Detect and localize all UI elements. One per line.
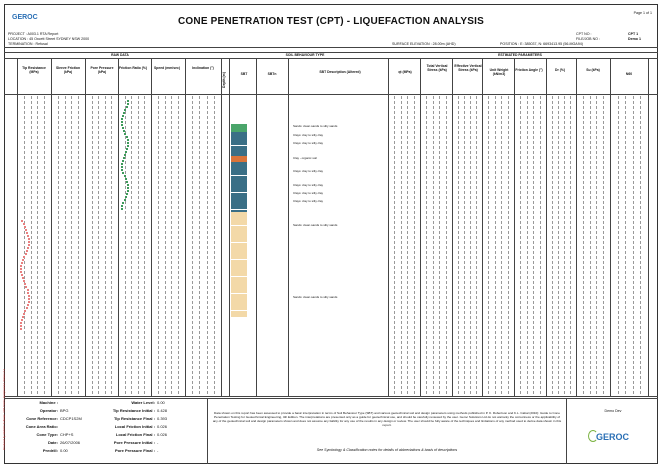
grid-line bbox=[439, 96, 440, 394]
grid-line bbox=[207, 96, 208, 394]
col-n60: N60 bbox=[625, 72, 633, 76]
grid-line bbox=[125, 96, 126, 394]
operator-value: BPG bbox=[60, 408, 69, 413]
trace-point bbox=[28, 244, 30, 246]
grid-line bbox=[603, 96, 604, 394]
grid-line bbox=[640, 96, 641, 394]
column-divider bbox=[576, 58, 577, 396]
grid-line bbox=[552, 96, 553, 394]
water-level-label: Water Level: bbox=[131, 400, 155, 405]
trace-point bbox=[121, 166, 123, 168]
trace-point bbox=[124, 109, 126, 111]
grid-line bbox=[144, 96, 145, 394]
pore-pressure-final-value: - bbox=[157, 448, 159, 453]
grid-line bbox=[633, 96, 634, 394]
footer-col-divider bbox=[207, 398, 208, 464]
sbt-desc: Clays: clay to silty clay bbox=[293, 199, 324, 203]
pore-pressure-initial-value: - bbox=[157, 440, 159, 445]
trace-point bbox=[125, 151, 127, 153]
trace-point bbox=[27, 292, 29, 294]
trace-point bbox=[21, 220, 23, 222]
trace-point bbox=[20, 265, 22, 267]
col-pore: Pore Pressure (kPa) bbox=[90, 66, 114, 74]
col-qt: qt (MPa) bbox=[398, 70, 412, 74]
trace-point bbox=[28, 295, 30, 297]
footer-logo: GEROC bbox=[596, 432, 630, 442]
grid-line bbox=[501, 96, 502, 394]
trace-point bbox=[24, 226, 26, 228]
cone-area-label: Cone Area Ratio: bbox=[25, 424, 58, 429]
trace-point bbox=[122, 115, 124, 117]
operator-label: Operator: bbox=[39, 408, 58, 413]
grid-line bbox=[533, 96, 534, 394]
trace-point bbox=[127, 190, 129, 192]
col-su: Su (kPa) bbox=[586, 68, 600, 72]
col-depth: Depth (m) bbox=[222, 72, 226, 88]
location-line: LOCATION : 45 Oxcett Street SYDNEY NSW 2000 bbox=[8, 37, 90, 41]
trace-point bbox=[126, 106, 128, 108]
trace-point bbox=[21, 274, 23, 276]
tip-final-value: 0.393 bbox=[157, 416, 168, 421]
project-line: PROJECT : A003.1 RTA Report bbox=[8, 32, 59, 36]
grid-line bbox=[596, 96, 597, 394]
trace-point bbox=[26, 232, 28, 234]
column-divider bbox=[51, 58, 52, 396]
trace-point bbox=[124, 175, 126, 177]
cpt-no-label: CPT NO : bbox=[576, 32, 592, 36]
grid-line bbox=[464, 96, 465, 394]
grid-line bbox=[625, 96, 626, 394]
trace-point bbox=[124, 154, 126, 156]
trace-point bbox=[22, 277, 24, 279]
local-friction-final-label: Local Friction Final : bbox=[115, 432, 155, 437]
trace-point bbox=[121, 121, 123, 123]
trace-point bbox=[123, 157, 125, 159]
trace-point bbox=[28, 238, 30, 240]
grid-line bbox=[446, 96, 447, 394]
column-divider bbox=[151, 58, 152, 396]
trace-point bbox=[22, 259, 24, 261]
grid-line bbox=[394, 96, 395, 394]
trace-point bbox=[122, 127, 124, 129]
grid-line bbox=[192, 96, 193, 394]
date-label: Date: bbox=[47, 440, 58, 445]
grid-line bbox=[158, 96, 159, 394]
column-divider bbox=[648, 58, 649, 396]
date-value: 26/07/2006 bbox=[60, 440, 81, 445]
grid-line bbox=[71, 96, 72, 394]
column-divider bbox=[17, 58, 18, 396]
grid-line bbox=[111, 96, 112, 394]
column-divider bbox=[221, 58, 222, 396]
col-speed: Speed (mm/sec) bbox=[153, 66, 180, 70]
page-title: CONE PENETRATION TEST (CPT) - LIQUEFACTION ANALYSIS bbox=[178, 16, 484, 27]
trace-point bbox=[26, 307, 28, 309]
grid-line bbox=[488, 96, 489, 394]
predrill-value: 0.00 bbox=[60, 448, 68, 453]
trace-point bbox=[20, 268, 22, 270]
trace-point bbox=[126, 181, 128, 183]
column-divider bbox=[288, 58, 289, 396]
grid-line bbox=[590, 96, 591, 394]
trace-point bbox=[121, 118, 123, 120]
column-divider bbox=[452, 58, 453, 396]
trace-point bbox=[20, 325, 22, 327]
column-divider bbox=[482, 58, 483, 396]
software-credit: Produced by GEROC Software. CPT-PLUS | Interpretation Version 4.1 bbox=[3, 369, 6, 450]
trace-point bbox=[28, 301, 30, 303]
file-no-value: Demo 1 bbox=[628, 37, 641, 41]
col-sleeve: Sleeve Friction (kPa) bbox=[55, 66, 81, 74]
grid-line bbox=[165, 96, 166, 394]
grid-line bbox=[214, 96, 215, 394]
trace-point bbox=[127, 103, 129, 105]
section-raw-data: RAW DATA bbox=[111, 53, 129, 57]
trace-point bbox=[25, 253, 27, 255]
trace-point bbox=[21, 262, 23, 264]
grid-line bbox=[458, 96, 459, 394]
trace-point bbox=[20, 271, 22, 273]
cone-reference-label: Cone Reference: bbox=[26, 416, 58, 421]
column-divider bbox=[185, 58, 186, 396]
logo-mark-icon bbox=[588, 430, 598, 442]
trace-point bbox=[121, 208, 123, 210]
grid-line bbox=[407, 96, 408, 394]
trace-point bbox=[122, 172, 124, 174]
col-dr: Dr (%) bbox=[555, 68, 565, 72]
trace-point bbox=[27, 289, 29, 291]
trace-point bbox=[123, 130, 125, 132]
grid-line bbox=[131, 96, 132, 394]
grid-line bbox=[470, 96, 471, 394]
trace-point bbox=[121, 163, 123, 165]
symbology-note: See Symbology & Classification notes for details of abbreviations & basis of descriptions bbox=[316, 448, 458, 452]
trace-point bbox=[121, 124, 123, 126]
sbt-cell bbox=[243, 314, 247, 317]
grid-line bbox=[401, 96, 402, 394]
grid-line bbox=[527, 96, 528, 394]
trace-point bbox=[126, 193, 128, 195]
file-no-label: FILE/JOB NO : bbox=[576, 37, 600, 41]
col-tip: Tip Resistance (MPa) bbox=[22, 66, 46, 74]
grid-line bbox=[78, 96, 79, 394]
cone-reference-value: CDCP1S2M bbox=[60, 416, 82, 421]
trace-point bbox=[20, 322, 22, 324]
tip-initial-value: 0.428 bbox=[157, 408, 168, 413]
trace-point bbox=[27, 247, 29, 249]
trace-point bbox=[24, 310, 26, 312]
col-effective-vertical-stress: Effective Vertical Stress (kPa) bbox=[454, 64, 482, 72]
trace-point bbox=[121, 205, 123, 207]
trace-point bbox=[26, 250, 28, 252]
col-friction-angle: Friction Angle (°) bbox=[515, 68, 543, 72]
brand-logo: GEROC bbox=[12, 14, 38, 21]
trace-point bbox=[124, 199, 126, 201]
trace-point bbox=[125, 196, 127, 198]
grid-line bbox=[426, 96, 427, 394]
sbt-desc: Sands: clean sands to silty sands bbox=[293, 124, 338, 128]
col-sbt-description: SBT Description (Altered) bbox=[319, 70, 361, 74]
trace-point bbox=[23, 280, 25, 282]
grid-line bbox=[558, 96, 559, 394]
section-soil-behaviour: SOIL BEHAVIOUR TYPE bbox=[285, 53, 325, 57]
grid-line bbox=[570, 96, 571, 394]
page-number: Page 1 of 1 bbox=[633, 11, 652, 15]
trace-point bbox=[127, 142, 129, 144]
trace-point bbox=[127, 100, 129, 102]
predrill-label: Predrill: bbox=[42, 448, 58, 453]
grid-line bbox=[98, 96, 99, 394]
column-divider bbox=[546, 58, 547, 396]
trace-point bbox=[127, 139, 129, 141]
grid-line bbox=[508, 96, 509, 394]
grid-line bbox=[414, 96, 415, 394]
sbt-desc: Clays: clay to silty clay bbox=[293, 133, 324, 137]
sbt-desc: Clays: clay to silty clay bbox=[293, 169, 324, 173]
position: POSITION : E: 385037, N: 6693413.95 (56-MGA94) bbox=[500, 42, 583, 46]
tip-initial-label: Tip Resistance Initial : bbox=[112, 408, 155, 413]
trace-point bbox=[28, 241, 30, 243]
sbt-desc: Clays: clay to silty clay bbox=[293, 141, 324, 145]
cpt-no-value: CPT 1 bbox=[628, 32, 639, 36]
termination-line: TERMINATION : Refusal bbox=[8, 42, 48, 46]
cone-type-label: Cone Type: bbox=[36, 432, 58, 437]
column-divider bbox=[256, 58, 257, 396]
trace-point bbox=[121, 169, 123, 171]
footer-divider bbox=[4, 398, 658, 399]
sbt-desc: Sands: clean sands to silty sands bbox=[293, 223, 338, 227]
surface-elevation: SURFACE ELEVATION : 28.00m (AHD) bbox=[392, 42, 456, 46]
grid-line bbox=[520, 96, 521, 394]
trace-point bbox=[28, 298, 30, 300]
col-sbt: SBT bbox=[240, 72, 248, 76]
col-total-vertical-stress: Total Vertical Stress (kPa) bbox=[426, 64, 448, 72]
trace-point bbox=[125, 178, 127, 180]
grid-line bbox=[92, 96, 93, 394]
grid-line bbox=[178, 96, 179, 394]
grid-line bbox=[31, 96, 32, 394]
trace-point bbox=[21, 319, 23, 321]
grid-line bbox=[138, 96, 139, 394]
trace-point bbox=[23, 223, 25, 225]
grid-line bbox=[171, 96, 172, 394]
col-unit-weight: Unit Weight (kN/m3) bbox=[489, 68, 509, 76]
trace-point bbox=[23, 313, 25, 315]
sbt-desc: Clay - organic soil bbox=[293, 156, 317, 160]
cone-type-value: CHP+S bbox=[60, 432, 74, 437]
grid-line bbox=[44, 96, 45, 394]
trace-point bbox=[126, 148, 128, 150]
grid-line bbox=[476, 96, 477, 394]
column-divider bbox=[85, 58, 86, 396]
col-inclination: Inclination (°) bbox=[192, 66, 214, 70]
grid-line bbox=[540, 96, 541, 394]
trace-point bbox=[27, 235, 29, 237]
grid-line bbox=[495, 96, 496, 394]
local-friction-final-value: 0.026 bbox=[157, 432, 168, 437]
local-friction-initial-value: 0.026 bbox=[157, 424, 168, 429]
grid-line bbox=[433, 96, 434, 394]
plot-bottom bbox=[4, 396, 658, 397]
sbt-desc: Clays: clay to silty clay bbox=[293, 183, 324, 187]
trace-point bbox=[22, 316, 24, 318]
disclaimer: Data shown on this report has been assessed to provide a basic interpretation in terms of Soil Behaviour Type (SBT) and various geotechnical soil and design parameters using methods published in P. K. Robertson and K.L. Cabal (2010): Guide to Cone Penetration Testing for Geotechnical Engineering, 4th Edition. The interpretations are presented only as a guide for geotechnical use, and should be carefully reviewed by the user. Geroc Solutions Ltd do not warranty the correctness or the applicability of any of the geotechnical soil and design parameters shown and does not assume any liability for any use of the results in any design or review. The user should be fully aware of the techniques and limitations of any method used to derive data shown in this report. bbox=[212, 411, 562, 427]
column-divider bbox=[388, 58, 389, 396]
section-estimated: ESTIMATED PARAMETERS bbox=[498, 53, 542, 57]
trace-point bbox=[122, 202, 124, 204]
tip-final-label: Tip Resistance Final : bbox=[113, 416, 155, 421]
grid-line bbox=[58, 96, 59, 394]
column-divider bbox=[229, 58, 230, 396]
trace-point bbox=[27, 304, 29, 306]
trace-point bbox=[24, 283, 26, 285]
trace-point bbox=[23, 256, 25, 258]
col-ratio: Friction Ratio (%) bbox=[118, 66, 148, 70]
trace-point bbox=[126, 136, 128, 138]
column-divider bbox=[118, 58, 119, 396]
pore-pressure-final-label: Pore Pressure Final : bbox=[114, 448, 155, 453]
machine-label: Machine : bbox=[39, 400, 58, 405]
sbt-desc: Sands: clean sands to silty sands bbox=[293, 295, 338, 299]
grid-line bbox=[564, 96, 565, 394]
trace-point bbox=[127, 145, 129, 147]
trace-point bbox=[25, 286, 27, 288]
trace-point bbox=[127, 187, 129, 189]
grid-line bbox=[24, 96, 25, 394]
trace-point bbox=[127, 184, 129, 186]
water-level-value: 0.00 bbox=[157, 400, 165, 405]
demo-label: Demo Dev bbox=[604, 409, 622, 413]
sbt-desc: Clays: clay to silty clay bbox=[293, 191, 324, 195]
grid-line bbox=[618, 96, 619, 394]
grid-line bbox=[65, 96, 66, 394]
trace-point bbox=[25, 229, 27, 231]
grid-line bbox=[105, 96, 106, 394]
footer-col-divider bbox=[566, 398, 567, 464]
trace-point bbox=[20, 328, 22, 330]
grid-line bbox=[199, 96, 200, 394]
trace-point bbox=[124, 133, 126, 135]
grid-line bbox=[37, 96, 38, 394]
column-divider bbox=[420, 58, 421, 396]
local-friction-initial-label: Local Friction Initial : bbox=[114, 424, 155, 429]
trace-point bbox=[123, 112, 125, 114]
pore-pressure-initial-label: Pore Pressure Initial : bbox=[113, 440, 155, 445]
trace-point bbox=[122, 160, 124, 162]
column-divider bbox=[610, 58, 611, 396]
column-divider bbox=[514, 58, 515, 396]
col-sbtn: SBTn bbox=[267, 72, 277, 76]
grid-line bbox=[583, 96, 584, 394]
